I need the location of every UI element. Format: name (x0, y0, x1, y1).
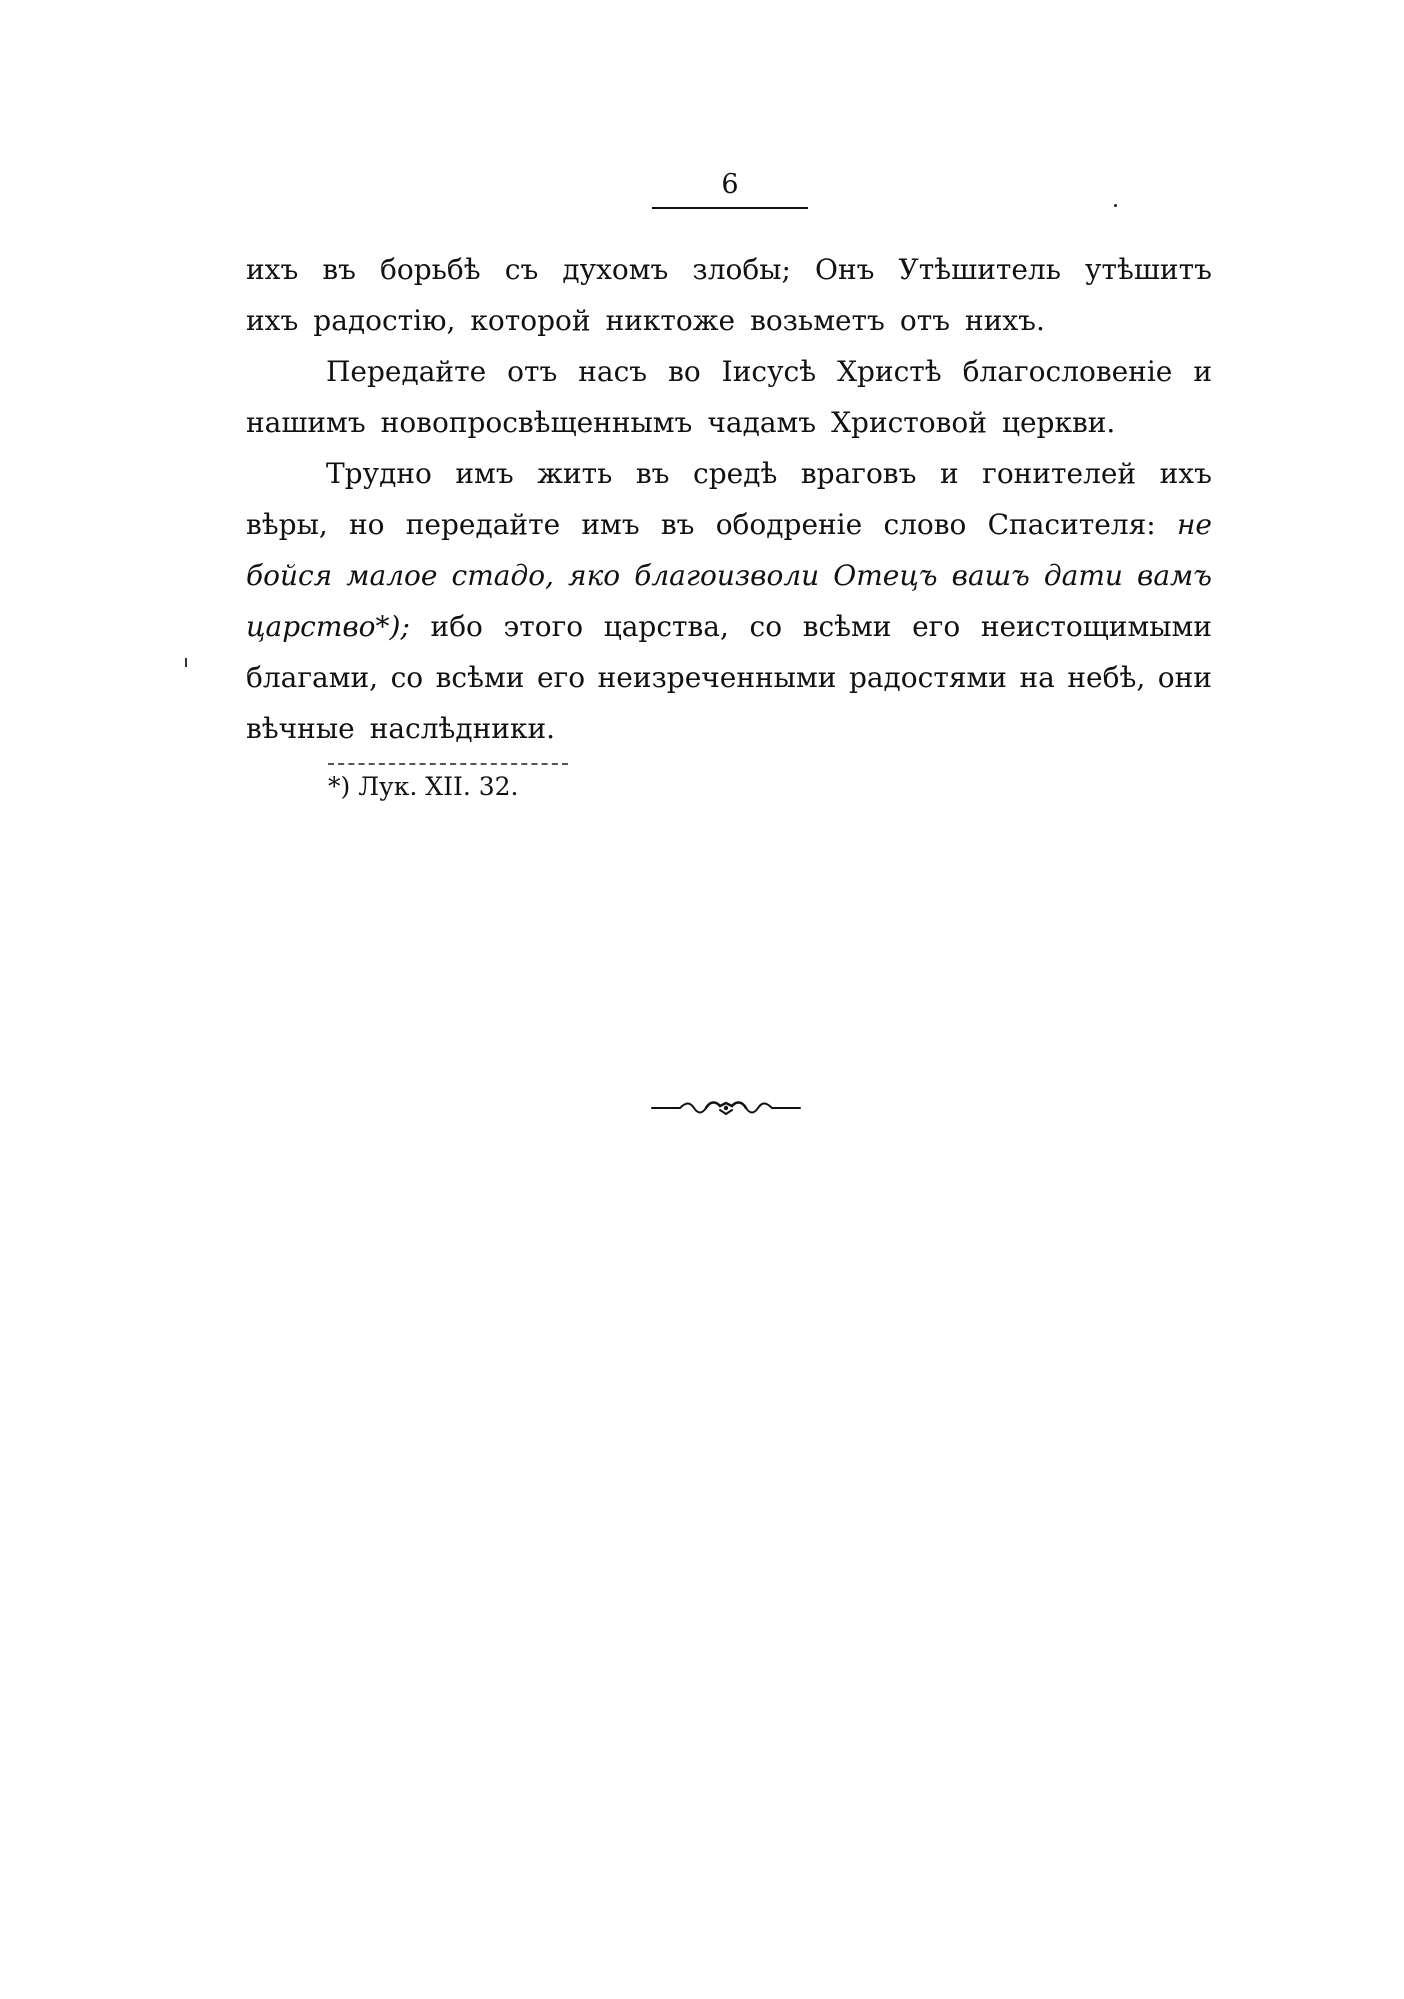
word: радостію, (313, 304, 456, 337)
word-italic: царство*); (246, 610, 410, 643)
footnote: *) Лук. XII. 32. (328, 772, 519, 801)
word: этого (503, 610, 584, 643)
word: имъ (455, 457, 514, 490)
word: въ (635, 457, 670, 490)
word: но (349, 508, 385, 541)
text-line (246, 652, 1212, 703)
word: нихъ. (965, 304, 1045, 337)
word: царства, (603, 610, 729, 643)
word-italic: яко (568, 559, 621, 592)
text-line (246, 397, 1212, 448)
tailpiece-ornament (650, 1099, 802, 1117)
word: Трудно (326, 457, 432, 490)
word-italic: дати (1043, 559, 1123, 592)
word: враговъ (800, 457, 917, 490)
word: его (912, 610, 961, 643)
word-italic: вамъ (1137, 559, 1212, 592)
word: Утѣшитель (898, 253, 1061, 286)
word: Іисусѣ (721, 355, 817, 388)
text-line (246, 550, 1212, 601)
word: ихъ (246, 253, 299, 286)
word: передайте (405, 508, 561, 541)
word: всѣми (802, 610, 892, 643)
word-italic: благоизволи (634, 559, 820, 592)
word: нашимъ (246, 406, 366, 439)
word: Христѣ (837, 355, 942, 388)
word: ихъ (1159, 457, 1212, 490)
word: на (1019, 661, 1055, 694)
word: имъ (581, 508, 640, 541)
word: которой (470, 304, 591, 337)
word: духомъ (562, 253, 669, 286)
text-line (246, 703, 1212, 754)
word-italic: не (1176, 508, 1212, 541)
word-italic: малое (346, 559, 438, 592)
word: и (939, 457, 959, 490)
margin-speck (1114, 204, 1117, 207)
word: во (668, 355, 701, 388)
word: съ (504, 253, 539, 286)
word: гонителей (982, 457, 1137, 490)
word: злобы; (692, 253, 791, 286)
word: Христовой (831, 406, 987, 439)
page-number: 6 (721, 169, 739, 200)
word: въ (660, 508, 695, 541)
word: ихъ (246, 304, 299, 337)
text-line (246, 244, 1212, 295)
word: его (536, 661, 586, 694)
word: всѣми (435, 661, 525, 694)
word: Онъ (815, 253, 875, 286)
word-italic: бойся (246, 559, 333, 592)
word: неизреченными (597, 661, 837, 694)
body-text (246, 244, 1212, 754)
word: со (390, 661, 424, 694)
text-line (246, 295, 1212, 346)
word: ободреніе (715, 508, 863, 541)
text-line (246, 346, 1212, 397)
word: чадамъ (707, 406, 817, 439)
word: вѣчные (246, 712, 355, 745)
word: ибо (430, 610, 483, 643)
word: благами, (246, 661, 379, 694)
text-line (246, 499, 1212, 550)
header-rule (652, 207, 808, 209)
word: борьбѣ (380, 253, 481, 286)
word: средѣ (693, 457, 778, 490)
word: благословеніе (962, 355, 1173, 388)
word: со (749, 610, 783, 643)
margin-speck (185, 658, 187, 667)
word: въ (322, 253, 356, 286)
word: утѣшитъ (1085, 253, 1212, 286)
word: неистощимыми (980, 610, 1212, 643)
word: небѣ, (1067, 661, 1146, 694)
text-line (246, 601, 1212, 652)
word: жить (537, 457, 613, 490)
footnote-rule (328, 763, 568, 765)
word: слово (883, 508, 967, 541)
word: они (1157, 661, 1212, 694)
word: радостями (848, 661, 1007, 694)
word: новопросвѣщеннымъ (380, 406, 693, 439)
word: никтоже (605, 304, 736, 337)
word: Спасителя: (987, 508, 1156, 541)
word: церкви. (1001, 406, 1116, 439)
word: наслѣдники. (369, 712, 556, 745)
word-italic: стадо, (451, 559, 554, 592)
word: насъ (578, 355, 648, 388)
word-italic: вашъ (951, 559, 1030, 592)
word-italic: Отецъ (833, 559, 938, 592)
word: и (1193, 355, 1212, 388)
word: вѣры, (246, 508, 328, 541)
text-line (246, 448, 1212, 499)
word: Передайте (326, 355, 487, 388)
word: возьметъ (750, 304, 885, 337)
word: отъ (899, 304, 951, 337)
word: отъ (507, 355, 558, 388)
